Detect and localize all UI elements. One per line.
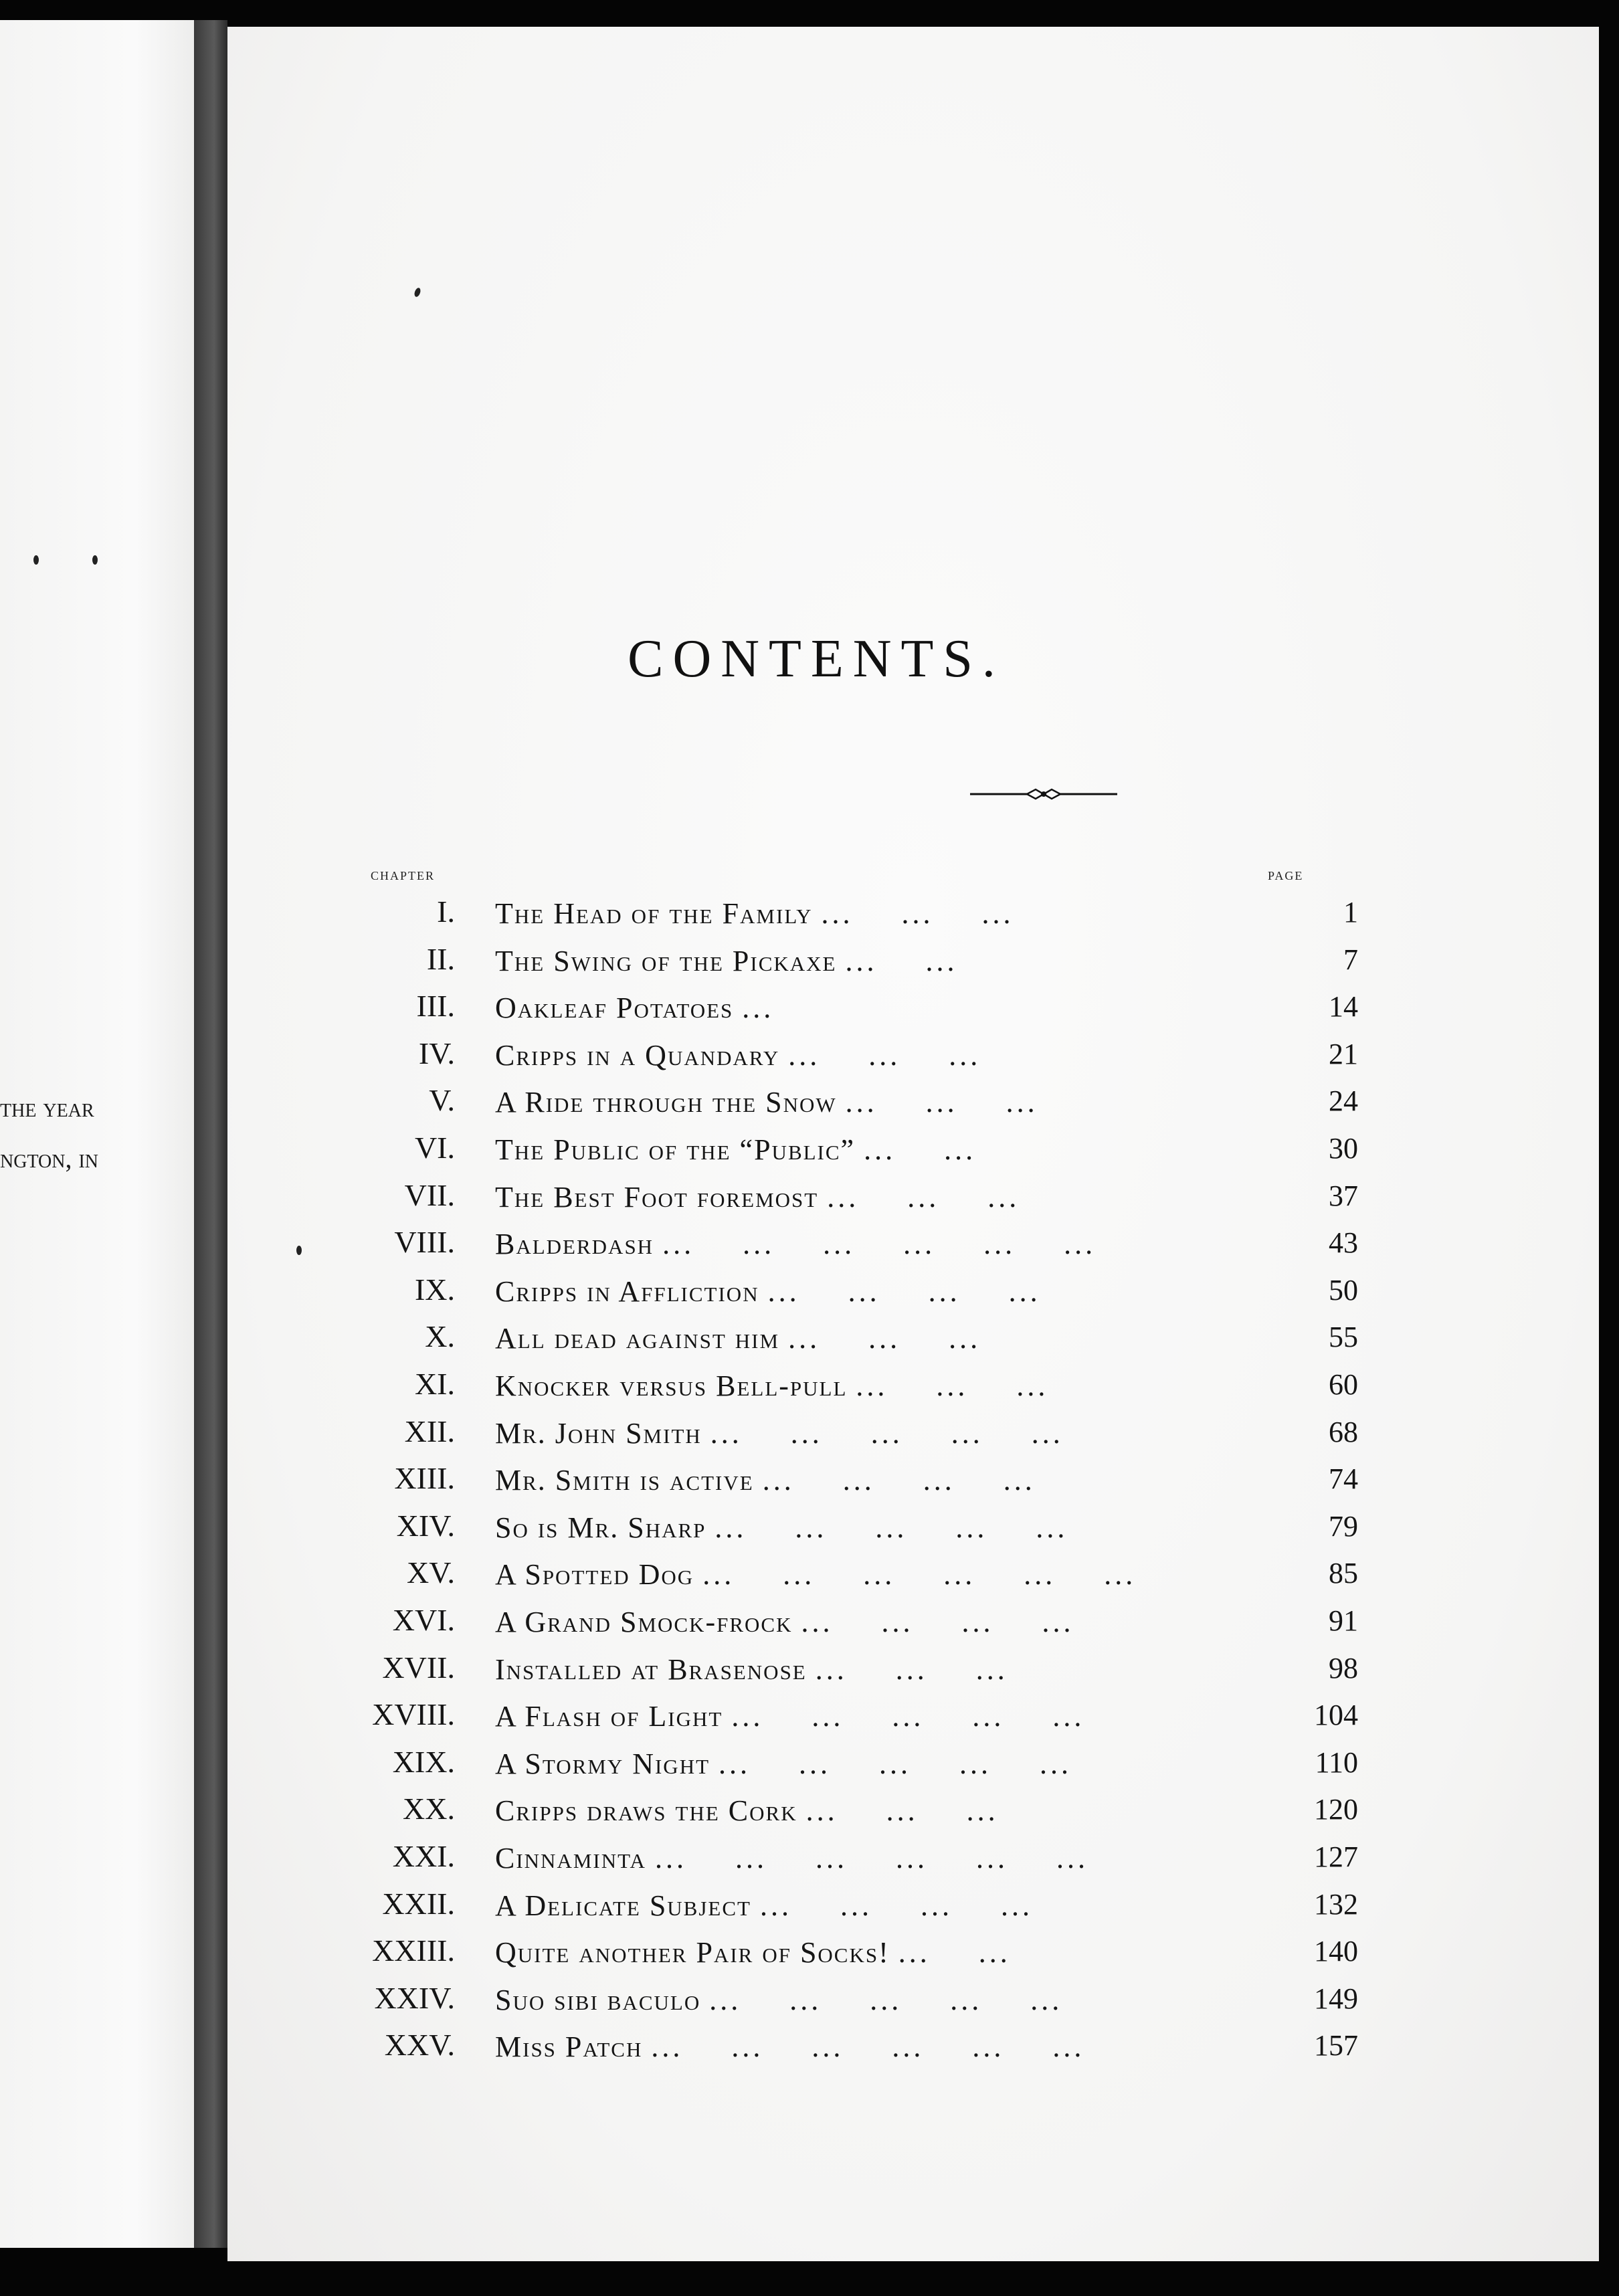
contents-entry <box>227 1319 1599 1365</box>
chapter-number: XVI. <box>392 1603 455 1637</box>
contents-entry <box>227 1036 1599 1082</box>
leader-dots: ... ... ... ... ... <box>731 1700 1085 1733</box>
chapter-number: XXII. <box>382 1886 455 1921</box>
chapter-number: XXV. <box>384 2028 455 2063</box>
page-title: CONTENTS. <box>628 630 1005 688</box>
leader-dots: ... ... ... <box>815 1652 1008 1686</box>
leader-dots: ... ... ... ... <box>759 1889 1033 1922</box>
chapter-title-line <box>495 1085 1244 1119</box>
contents-entry <box>227 1366 1599 1413</box>
leader-dots: ... ... <box>864 1133 977 1166</box>
page-number: 98 <box>1329 1651 1358 1685</box>
ink-speck <box>296 1246 302 1255</box>
page-number: 37 <box>1329 1179 1358 1212</box>
chapter-title-line <box>495 1841 1244 1875</box>
chapter-title-line <box>495 1511 1244 1545</box>
book-gutter <box>194 20 227 2248</box>
contents-entry <box>227 1697 1599 1743</box>
page-number: 132 <box>1314 1887 1358 1921</box>
chapter-title: A Grand Smock-frock <box>495 1606 793 1638</box>
page-number: 68 <box>1329 1415 1358 1448</box>
page-number: 91 <box>1329 1604 1358 1637</box>
chapter-number: XI. <box>414 1367 455 1401</box>
chapter-title-line <box>495 1794 1244 1828</box>
leader-dots: ... ... ... <box>821 897 1014 930</box>
page-number: 120 <box>1314 1793 1358 1826</box>
chapter-number: III. <box>416 989 455 1024</box>
contents-entry <box>227 1272 1599 1319</box>
chapter-number: II. <box>426 941 455 976</box>
leader-dots: ... ... ... ... ... <box>710 1416 1064 1450</box>
contents-entry <box>227 1460 1599 1507</box>
chapter-title-line <box>495 1133 1244 1167</box>
leader-dots: ... ... ... ... ... ... <box>654 1842 1088 1875</box>
ink-speck <box>33 555 39 565</box>
chapter-number: IX. <box>414 1272 455 1307</box>
chapter-number: V. <box>429 1083 455 1118</box>
chapter-title-line <box>495 1180 1244 1214</box>
contents-entry <box>227 1744 1599 1791</box>
leader-dots: ... ... ... ... <box>801 1606 1074 1638</box>
chapter-title-line <box>495 1889 1244 1923</box>
leader-dots: ... ... ... ... <box>767 1274 1041 1308</box>
contents-entry <box>227 1555 1599 1602</box>
page-number: 50 <box>1329 1273 1358 1307</box>
leader-dots: ... ... ... ... ... ... <box>662 1228 1097 1261</box>
chapter-title: Cripps in Affliction <box>495 1274 759 1308</box>
page-number: 43 <box>1329 1226 1358 1260</box>
leader-dots: ... ... ... <box>788 1322 981 1355</box>
leader-dots: ... ... <box>845 944 958 977</box>
chapter-title: The Head of the Family <box>495 897 813 930</box>
chapter-title-line <box>495 1557 1244 1592</box>
chapter-title-line <box>495 1747 1244 1781</box>
chapter-number: VII. <box>404 1177 455 1212</box>
chapter-title: Cinnaminta <box>495 1842 646 1875</box>
chapter-title-line <box>495 1463 1244 1497</box>
ornament-divider-icon <box>970 784 1117 804</box>
leader-dots: ... ... ... ... ... <box>715 1511 1068 1544</box>
leader-dots: ... ... ... ... ... <box>719 1747 1072 1780</box>
chapter-number: XXIII. <box>372 1933 455 1968</box>
chapter-title: The Swing of the Pickaxe <box>495 944 837 977</box>
contents-entry <box>227 1082 1599 1129</box>
contents-entry <box>227 1886 1599 1933</box>
page-number: 110 <box>1315 1745 1358 1779</box>
chapter-title-line <box>495 1935 1244 1970</box>
chapter-title: Mr. Smith is active <box>495 1464 754 1497</box>
page-number: 1 <box>1343 896 1358 929</box>
chapter-title-line <box>495 2030 1244 2064</box>
leader-dots: ... ... ... ... ... ... <box>702 1558 1137 1592</box>
contents-entry <box>227 1130 1599 1177</box>
contents-entry <box>227 1791 1599 1838</box>
page-number: 74 <box>1329 1462 1358 1496</box>
chapter-title: Oakleaf Potatoes <box>495 991 734 1025</box>
chapter-title: Balderdash <box>495 1228 654 1261</box>
page-number: 85 <box>1329 1557 1358 1590</box>
chapter-title: A Flash of Light <box>495 1700 723 1733</box>
chapter-number: XII. <box>404 1414 455 1448</box>
page-number: 21 <box>1329 1037 1358 1070</box>
chapter-number: XIX. <box>392 1744 455 1779</box>
chapter-number: X. <box>425 1319 455 1354</box>
chapter-title: A Stormy Night <box>495 1747 710 1780</box>
chapter-title: Cripps in a Quandary <box>495 1038 780 1072</box>
page-number: 127 <box>1314 1840 1358 1873</box>
contents-entry <box>227 1177 1599 1224</box>
left-page-fragment-1: the year <box>0 1092 94 1123</box>
chapter-number: XVII. <box>382 1650 455 1685</box>
chapter-number: XXI. <box>392 1839 455 1873</box>
chapter-title: All dead against him <box>495 1322 780 1355</box>
chapter-title-line <box>495 1983 1244 2017</box>
leader-dots: ... ... ... <box>805 1794 999 1828</box>
chapter-number: XX. <box>403 1792 455 1826</box>
chapter-number: XV. <box>406 1555 455 1590</box>
chapter-number: XVIII. <box>372 1697 455 1732</box>
contents-entry <box>227 1602 1599 1649</box>
chapter-title-line <box>495 1274 1244 1309</box>
leader-dots: ... ... ... ... <box>762 1464 1036 1497</box>
chapter-title: The Public of the “Public” <box>495 1133 856 1166</box>
page-number: 30 <box>1329 1132 1358 1165</box>
left-page <box>0 20 194 2248</box>
leader-dots: ... ... <box>898 1936 1011 1970</box>
contents-page <box>227 27 1599 2261</box>
contents-entry <box>227 1980 1599 2027</box>
leader-dots: ... ... ... <box>856 1369 1049 1402</box>
leader-dots: ... ... ... ... ... ... <box>651 2030 1085 2064</box>
chapter-title: Knocker versus Bell-pull <box>495 1369 848 1402</box>
page-number: 14 <box>1329 990 1358 1024</box>
page-number: 157 <box>1314 2029 1358 2063</box>
leader-dots: ... ... ... ... ... <box>709 1983 1063 2016</box>
chapter-title: Mr. John Smith <box>495 1416 702 1450</box>
chapter-title: Suo sibi baculo <box>495 1983 701 2016</box>
page-number: 140 <box>1314 1935 1358 1968</box>
chapter-title: A Ride through the Snow <box>495 1086 837 1119</box>
chapter-column-header: chapter <box>371 864 436 884</box>
chapter-number: IV. <box>418 1036 455 1070</box>
page-number: 55 <box>1329 1321 1358 1354</box>
chapter-title-line <box>495 944 1244 978</box>
contents-entry <box>227 1933 1599 1980</box>
chapter-number: VIII. <box>394 1225 455 1260</box>
chapter-number: XIV. <box>396 1508 455 1543</box>
chapter-title-line <box>495 896 1244 931</box>
page-number: 149 <box>1314 1982 1358 2015</box>
chapter-title: A Spotted Dog <box>495 1558 694 1592</box>
chapter-title-line <box>495 1605 1244 1639</box>
chapter-title-line <box>495 1038 1244 1072</box>
page-number: 24 <box>1329 1084 1358 1118</box>
page-number: 7 <box>1343 943 1358 976</box>
contents-entry <box>227 941 1599 988</box>
chapter-number: VI. <box>414 1131 455 1165</box>
left-page-fragment-2: ngton, in <box>0 1143 99 1173</box>
leader-dots: ... ... ... <box>845 1086 1038 1119</box>
leader-dots: ... ... ... <box>788 1038 981 1072</box>
chapter-title: Miss Patch <box>495 2030 643 2064</box>
contents-entry <box>227 894 1599 941</box>
chapter-title: Cripps draws the Cork <box>495 1794 797 1828</box>
chapter-title: Installed at Brasenose <box>495 1652 807 1686</box>
chapter-title-line <box>495 1369 1244 1403</box>
chapter-title-line <box>495 991 1244 1025</box>
page-column-header: page <box>1268 864 1304 884</box>
chapter-title: So is Mr. Sharp <box>495 1511 706 1544</box>
chapter-number: I. <box>437 894 455 929</box>
leader-dots: ... ... ... <box>827 1180 1020 1214</box>
page-number: 79 <box>1329 1509 1358 1543</box>
contents-entry <box>227 1414 1599 1460</box>
contents-entry <box>227 1224 1599 1271</box>
chapter-title-line <box>495 1699 1244 1733</box>
chapter-title-line <box>495 1321 1244 1355</box>
contents-entry <box>227 988 1599 1035</box>
contents-entry <box>227 1508 1599 1555</box>
contents-entry <box>227 1838 1599 1885</box>
chapter-title-line <box>495 1416 1244 1450</box>
chapter-title: Quite another Pair of Socks! <box>495 1936 890 1970</box>
page-number: 60 <box>1329 1368 1358 1401</box>
chapter-number: XXIV. <box>374 1980 455 2015</box>
chapter-title: A Delicate Subject <box>495 1889 751 1922</box>
chapter-title-line <box>495 1227 1244 1261</box>
chapter-title-line <box>495 1652 1244 1687</box>
page-number: 104 <box>1314 1699 1358 1732</box>
ink-speck <box>92 555 98 565</box>
leader-dots: ... <box>742 991 775 1025</box>
chapter-title: The Best Foot foremost <box>495 1180 819 1214</box>
chapter-number: XIII. <box>394 1461 455 1496</box>
contents-entry <box>227 1650 1599 1697</box>
contents-entry <box>227 2027 1599 2074</box>
